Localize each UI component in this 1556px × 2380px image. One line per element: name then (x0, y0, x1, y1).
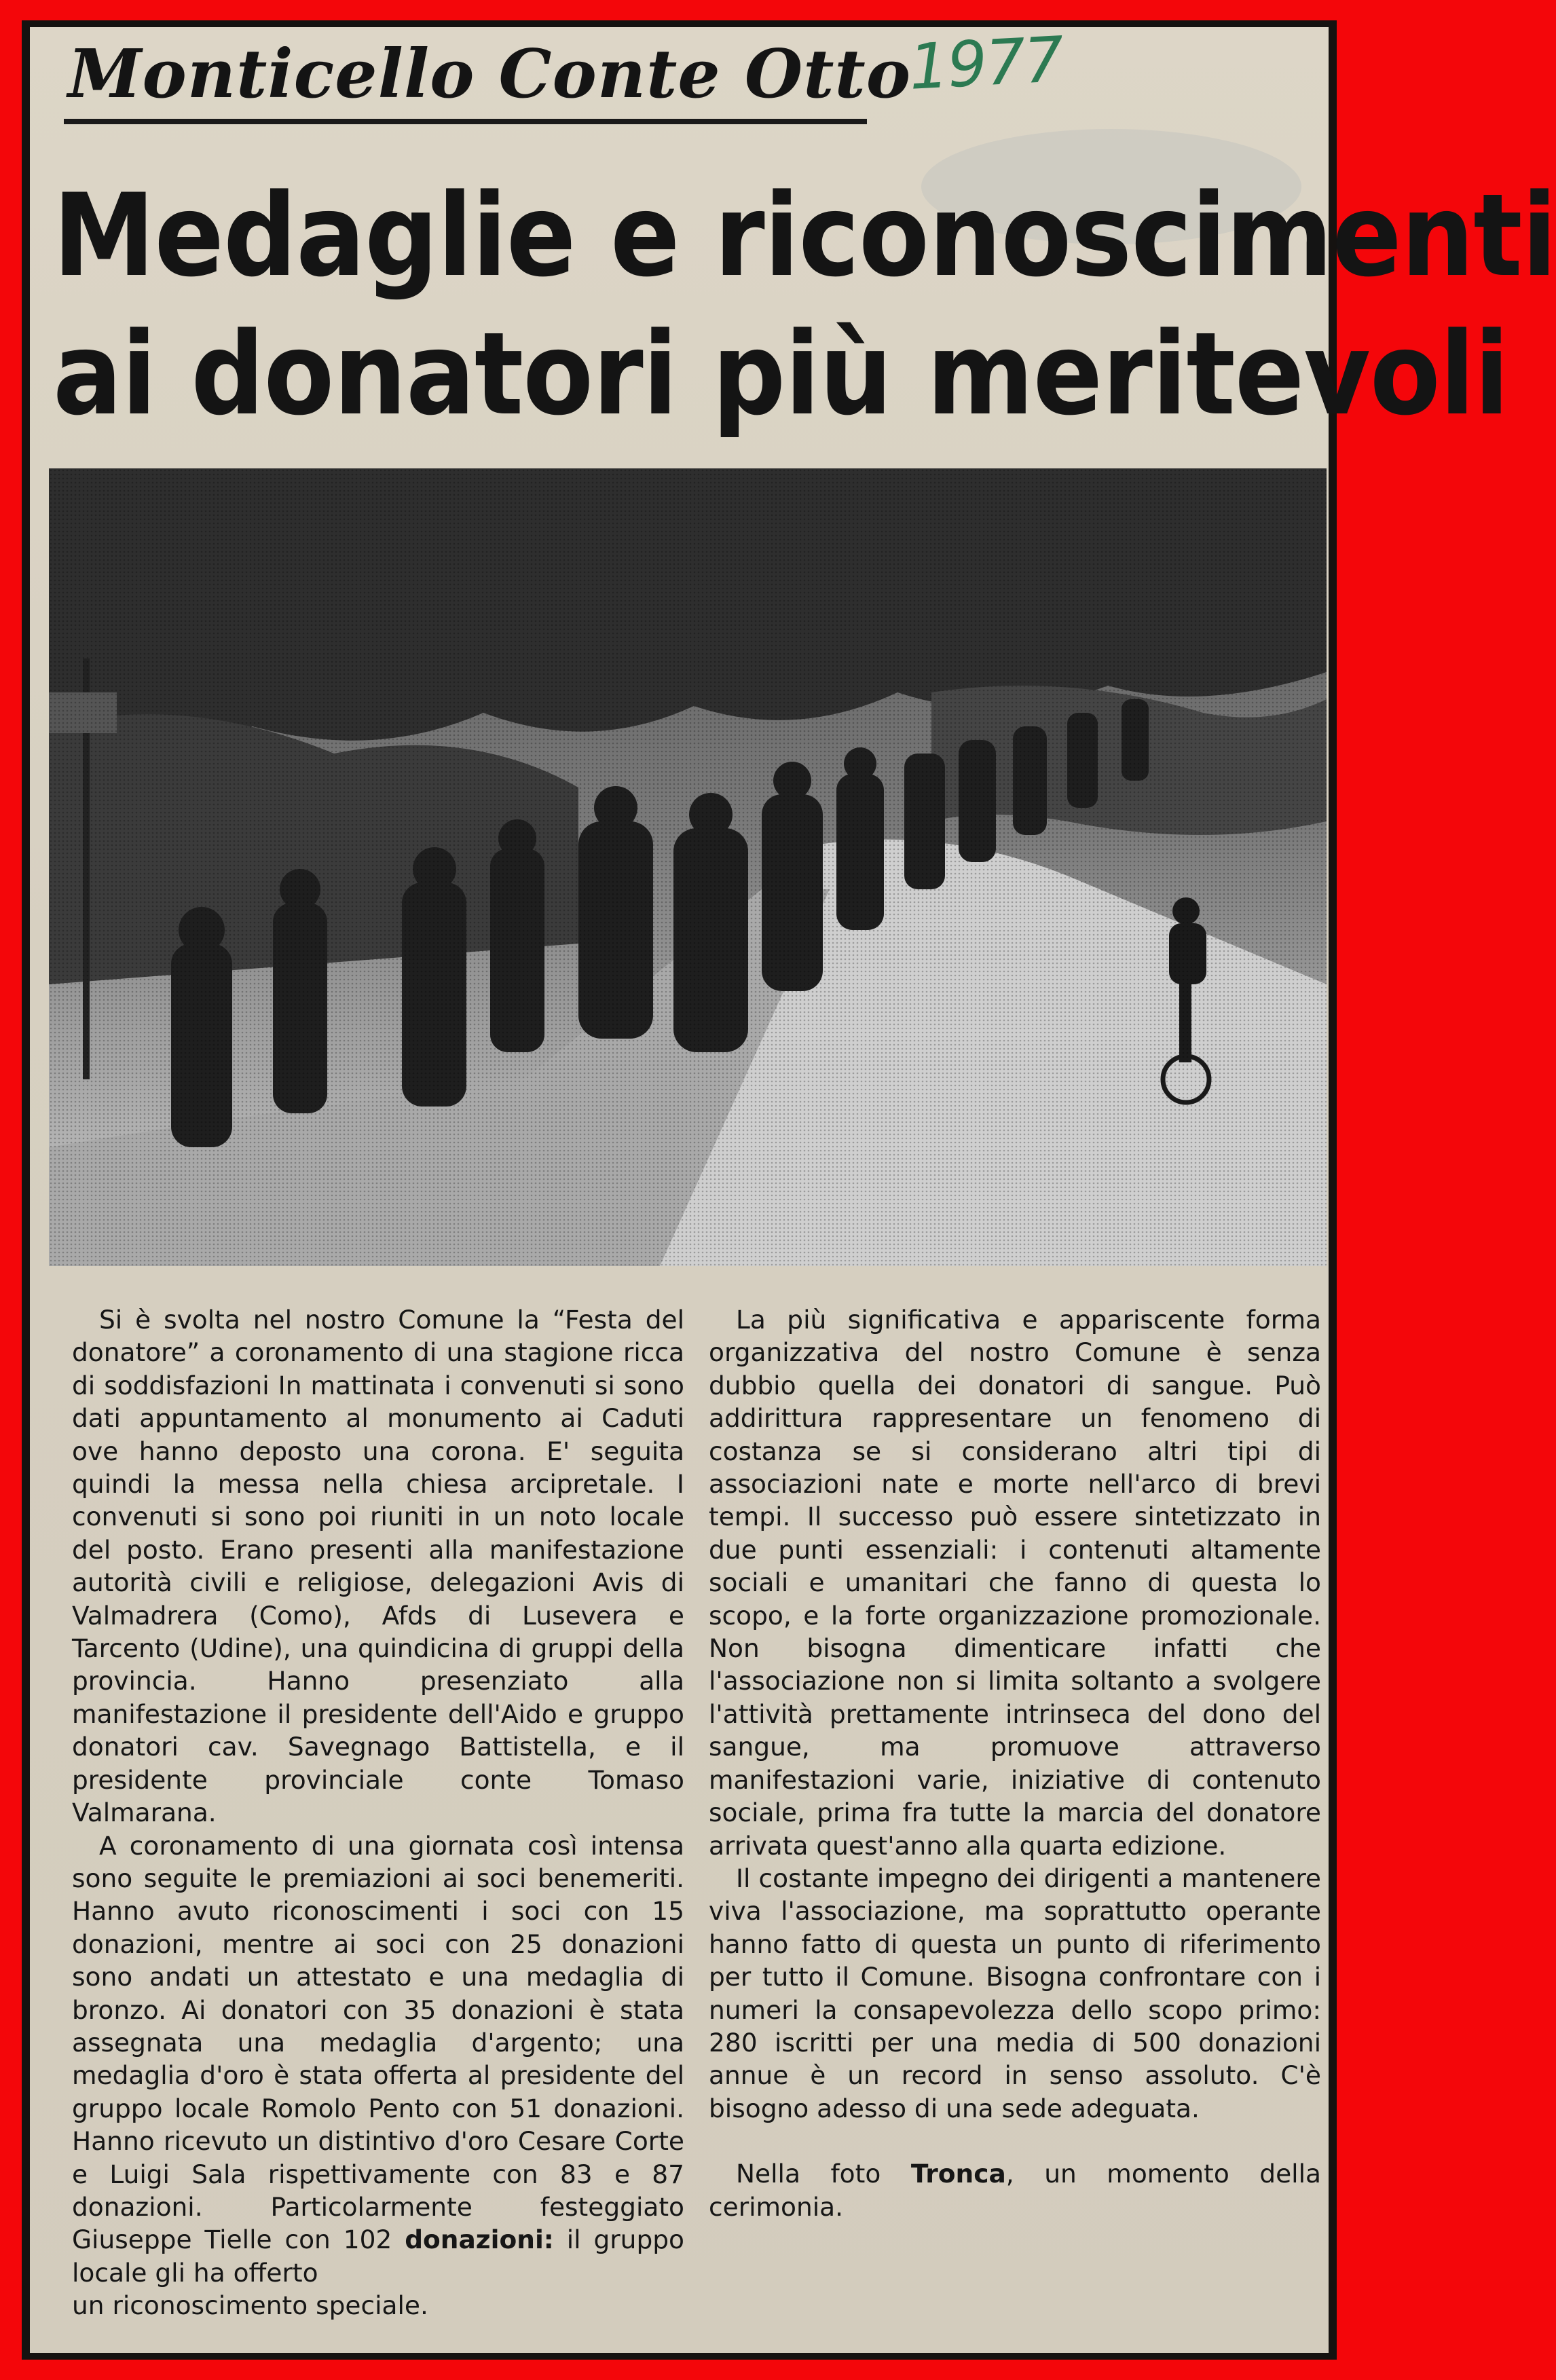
headline-line-1: Medaglie e riconoscimenti (53, 169, 1556, 302)
newspaper-clipping (30, 23, 1556, 2353)
photographer-name: Tronca (910, 2159, 1006, 2189)
paragraph-bold: donazioni: (405, 2225, 554, 2255)
headline (53, 166, 1556, 443)
handwritten-year: 1977 (907, 23, 1064, 104)
section-title: Monticello Conte Otto (68, 35, 912, 113)
paragraph (72, 1829, 684, 2290)
photo-caption (709, 2157, 1321, 2223)
procession-photo (49, 468, 1327, 1266)
paragraph-text: A coronamento di una giornata così intensa sono seguite le premiazioni ai soci benemeriti. Hanno avuto riconoscimenti i soci con 15 donazioni, mentre ai soci con 25 donazioni sono andati un attestato e una medaglia di bronzo. Ai donatori con 35 donazioni è stata assegnata una medaglia d'argento; una medaglia d'oro è stata offerta al presidente del gruppo locale Romolo Pento con 51 donazioni. Hanno ricevuto un distintivo d'oro Cesare Corte e Luigi Sala rispettivamente con 83 e 87 donazioni. Particolarmente festeggiato Giuseppe Tielle con 102 (72, 1830, 684, 2255)
paragraph: Si è svolta nel nostro Comune la “Festa del donatore” a coronamento di una stagione ricca di soddisfazioni In mattinata i convenuti si sono dati appuntamento al monumento ai Caduti ove hanno deposto una corona. E' seguita quindi la messa nella chiesa arcipretale. I convenuti si sono poi riuniti in un noto locale del posto. Erano presenti alla manifestazione autorità civili e religiose, delegazioni Avis di Valmadrera (Como), Afds di Lusevera e Tarcento (Udine), una quindicina di gruppi della provincia. Hanno presenziato alla manifestazione il presidente dell'Aido e gruppo donatori cav. Savegnago Battistella, e il presidente provinciale conte Tomaso Valmarana. (72, 1305, 684, 1828)
caption-suffix: , un momento della cerimonia. (709, 2159, 1321, 2222)
paragraph: La più significativa e appariscente forma organizzativa del nostro Comune è senza dubbio quella dei donatori di sangue. Può addirittura rappresentare un fenomeno di costanza se si considerano altri tipi di associazioni nate e morte nell'arco di brevi tempi. Il successo può essere sintetizzato in due punti essenziali: i contenuti altamente sociali e umanitari che fanno di questa lo scopo, e la forte organizzazione promozionale. Non bisogna dimenticare infatti che l'associazione non si limita soltanto a svolgere l'attività prettamente intrinseca del dono del sangue, ma promuove attraverso manifestazioni varie, iniziative di contenuto sociale, prima fra tutte la marcia del donatore arrivata quest'anno alla quarta edizione. (709, 1305, 1321, 1861)
paragraph: Il costante impegno dei dirigenti a mantenere viva l'associazione, ma soprattutto operante hanno fatto di questa un punto di riferimento per tutto il Comune. Bisogna confrontare con i numeri la consapevolezza dello scopo primo: 280 iscritti per una media di 500 donazioni annue è un record in senso assoluto. C'è bisogno adesso di una sede adeguata. (709, 1863, 1321, 2123)
article-body (72, 1303, 1321, 2342)
paragraph-text-end: il gruppo locale gli ha offerto (72, 2225, 684, 2288)
headline-line-2: ai donatori più meritevoli (53, 308, 1509, 441)
title-underline (64, 119, 867, 124)
caption-prefix: Nella foto (736, 2159, 911, 2189)
procession-photo-icon (49, 468, 1327, 1266)
paragraph: un riconoscimento speciale. (72, 2290, 428, 2321)
